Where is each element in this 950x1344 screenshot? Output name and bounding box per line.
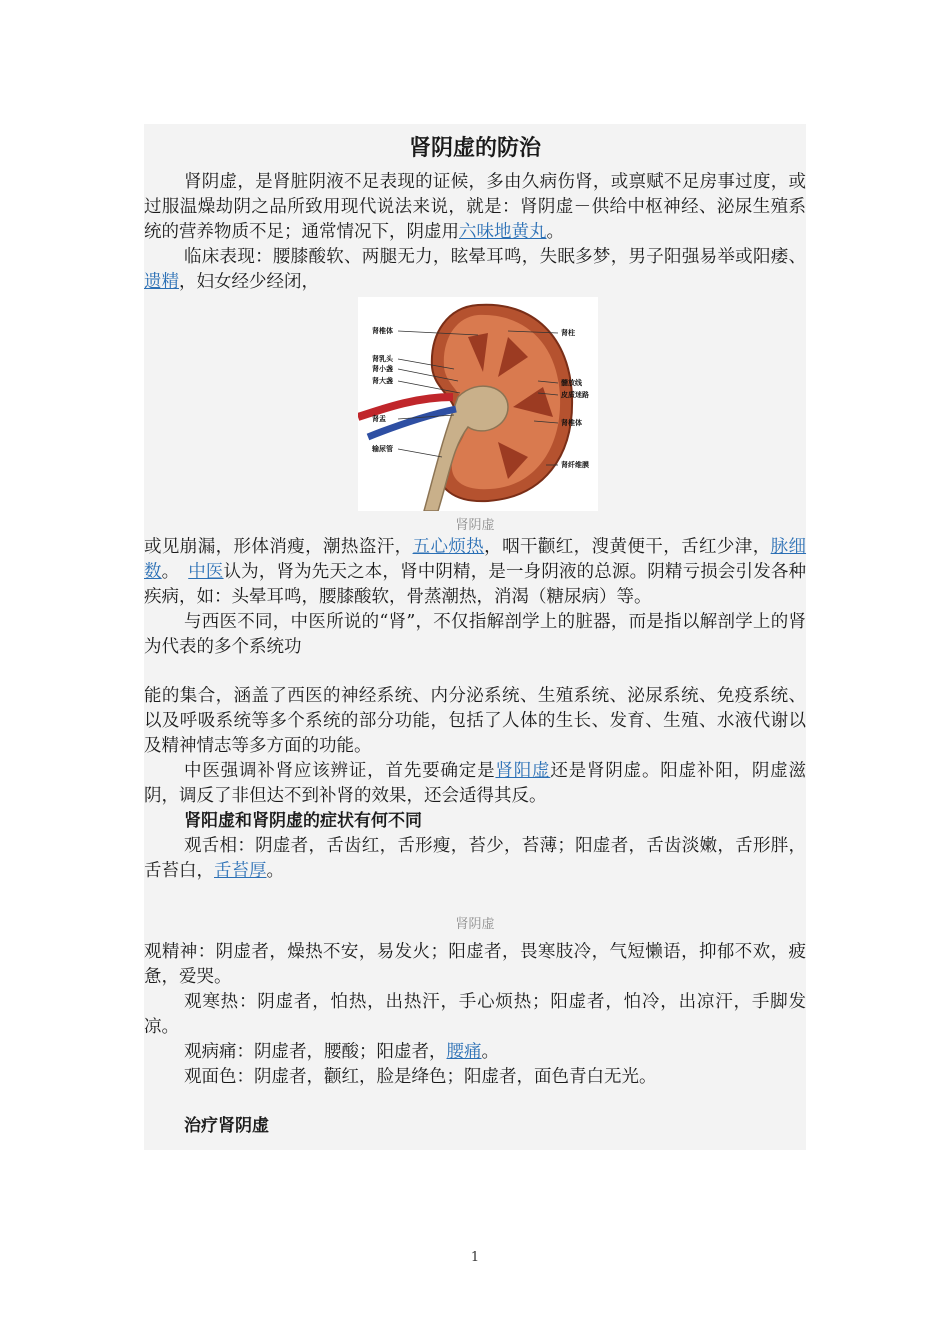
spacer xyxy=(144,660,806,684)
text: 肾阴虚，是肾脏阴液不足表现的证候，多由久病伤肾，或禀赋不足房事过度，或过服温燥劫阴之品所致用现代说法来说，就是：肾阴虚－供给中枢神经、泌尿生殖系统的营养物质不足；通常情况下，阴虚用 xyxy=(144,172,806,242)
link-shen-yangxu[interactable]: 肾阳虚 xyxy=(495,761,551,781)
figure-caption: 肾阴虚 xyxy=(455,518,495,533)
text: 。 xyxy=(161,562,189,582)
link-zhongyi[interactable]: 中医 xyxy=(188,562,224,582)
paragraph-clinical xyxy=(144,245,806,295)
figure-caption-2: 肾阴虚 xyxy=(455,917,495,932)
spacer xyxy=(144,1090,806,1114)
label-shen-dazhan: 肾大盏 xyxy=(372,377,393,385)
label-shen-xianweimo: 肾纤维膜 xyxy=(561,461,589,469)
document-body xyxy=(144,124,806,1150)
label-pizhi-milu: 皮质迷路 xyxy=(561,391,589,399)
paragraph-differentiation xyxy=(144,759,806,809)
label-suifangxian: 髓放线 xyxy=(561,379,582,387)
paragraph-tongue xyxy=(144,834,806,884)
text: 观舌相：阴虚者，舌齿红，舌形瘦，苔少，苔薄；阳虚者，舌齿淡嫩，舌形胖，舌苔白， xyxy=(144,836,806,881)
kidney-anatomy-image xyxy=(358,297,598,511)
label-shen-zhuiti-left: 肾椎体 xyxy=(372,327,393,335)
paragraph-pain xyxy=(144,1040,806,1065)
link-liuwei-dihuang-wan[interactable]: 六味地黄丸 xyxy=(459,222,547,242)
paragraph-western-vs-tcm: 与西医不同，中医所说的“肾”，不仅指解剖学上的脏器，而是指以解剖学上的肾为代表的多个系统功 xyxy=(144,612,806,657)
text: 中医强调补肾应该辨证，首先要确定是 xyxy=(184,761,496,781)
page-number: 1 xyxy=(470,1250,480,1265)
paragraph-spirit: 观精神：阴虚者，燥热不安，易发火；阳虚者，畏寒肢冷，气短懒语，抑郁不欢，疲惫，爱哭。 xyxy=(144,942,806,987)
link-wuxin-fanre[interactable]: 五心烦热 xyxy=(412,537,485,557)
text: ，咽干颧红，溲黄便干，舌红少津， xyxy=(484,537,771,557)
paragraph-functions: 能的集合，涵盖了西医的神经系统、内分泌系统、生殖系统、泌尿系统、免疫系统、以及呼吸系统等多个系统的部分功能，包括了人体的生长、发育、生殖、水液代谢以及精神情志等多方面的功能。 xyxy=(144,686,806,756)
link-shetai-hou[interactable]: 舌苔厚 xyxy=(214,861,267,881)
link-yijing[interactable]: 遗精 xyxy=(144,272,179,292)
text: 。 xyxy=(481,1042,499,1062)
label-shen-zhuiti-right: 肾椎体 xyxy=(561,419,582,427)
paragraph-cold-heat: 观寒热：阴虚者，怕热，出热汗，手心烦热；阳虚者，怕冷，出凉汗，手脚发凉。 xyxy=(144,992,806,1037)
paragraph-complexion: 观面色：阴虚者，颧红，脸是绛色；阳虚者，面色青白无光。 xyxy=(184,1067,657,1087)
text: ，妇女经少经闭， xyxy=(179,272,319,292)
link-yaotong[interactable]: 腰痛 xyxy=(446,1042,482,1062)
page-title: 肾阴虚的防治 xyxy=(408,136,541,161)
link-mai-xishu[interactable]: 脉细数 xyxy=(144,537,807,582)
figure-placeholder xyxy=(144,884,806,940)
label-shen-xiaozhan: 肾小盏 xyxy=(372,365,393,373)
text: 临床表现：腰膝酸软、两腿无力，眩晕耳鸣，失眠多梦，男子阳强易举或阳痿、 xyxy=(184,247,806,267)
kidney-figure xyxy=(144,295,806,535)
paragraph-symptoms xyxy=(144,535,806,610)
text: 或见崩漏，形体消瘦，潮热盗汗， xyxy=(144,537,413,557)
section-heading-differences: 肾阳虚和肾阴虚的症状有何不同 xyxy=(184,811,422,831)
section-heading-treatment: 治疗肾阴虚 xyxy=(184,1116,269,1136)
text: 认为，肾为先天之本，肾中阴精，是一身阴液的总源。阴精亏损会引发各种疾病，如：头晕耳鸣，腰膝酸软，骨蒸潮热，消渴（糖尿病）等。 xyxy=(144,562,807,607)
text: 。 xyxy=(266,861,284,881)
text: 。 xyxy=(546,222,564,242)
label-shen-yu: 肾盂 xyxy=(372,415,386,423)
text: 还是肾阴虚。阳虚补阳，阴虚滋阴，调反了非但达不到补肾的效果，还会适得其反。 xyxy=(144,761,807,806)
label-shen-zhu: 肾柱 xyxy=(561,329,575,337)
text: 观病痛：阴虚者，腰酸；阳虚者， xyxy=(184,1042,447,1062)
label-shuniaoguan: 输尿管 xyxy=(372,445,393,453)
paragraph-intro xyxy=(144,170,806,245)
label-shen-rutou: 肾乳头 xyxy=(372,355,393,363)
